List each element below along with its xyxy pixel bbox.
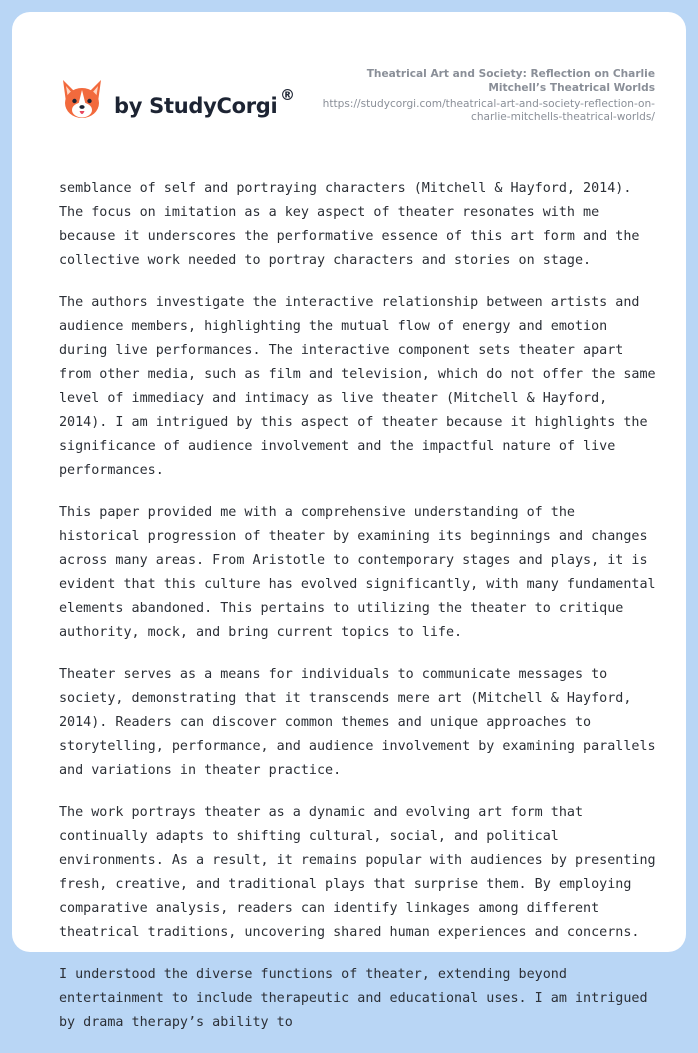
document-url[interactable]: https://studycorgi.com/theatrical-art-and-society-reflection-on-charlie-mitchells-theatrical-worlds/ [322, 98, 655, 123]
document-meta [315, 67, 655, 124]
paragraph: semblance of self and portraying characters (Mitchell & Hayford, 2014). The focus on imitation as a key aspect of theater resonates with me because it underscores the performative essence of this art form and the collective work needed to portray characters and stories on stage. [59, 181, 640, 268]
paragraph: I understood the diverse functions of theater, extending beyond entertainment to include therapeutic and educational uses. I am intrigued by drama therapy’s ability to [59, 967, 648, 1030]
corgi-logo-icon [60, 76, 104, 122]
document-body [59, 177, 659, 1053]
registered-mark: ® [280, 86, 295, 104]
studycorgi-logo[interactable] [60, 76, 340, 126]
paragraph: This paper provided me with a comprehensive understanding of the historical progression of theater by examining its beginnings and changes across many areas. From Aristotle to contemporary stages and plays, it is evident that this culture has evolved significantly, with many fundamental elements abandoned. This pertains to utilizing the theater to critique authority, mock, and bring current topics to life. [59, 505, 656, 640]
page-header [12, 12, 686, 162]
paragraph: The authors investigate the interactive relationship between artists and audience members, highlighting the mutual flow of energy and emotion during live performances. The interactive component sets theater apart from other media, such as film and television, which do not offer the same level of immediacy and intimacy as live theater (Mitchell & Hayford, 2014). I am intrigued by this aspect of theater because it highlights the significance of audience involvement and the impactful nature of live performances. [59, 295, 656, 478]
paragraph: Theater serves as a means for individuals to communicate messages to society, demonstrating that it transcends mere art (Mitchell & Hayford, 2014). Readers can discover common themes and unique approaches to storytelling, performance, and audience involvement by examining parallels and variations in theater practice. [59, 667, 656, 778]
document-page [12, 12, 686, 1030]
brand-name: by StudyCorgi [114, 94, 278, 118]
paragraph: The work portrays theater as a dynamic and evolving art form that continually adapts to shifting cultural, social, and political environments. As a result, it remains popular with audiences by presenting fresh, creative, and traditional plays that surprise them. By employing comparative analysis, readers can identify linkages among different theatrical traditions, uncovering shared human experiences and concerns. [59, 805, 656, 940]
document-title: Theatrical Art and Society: Reflection on Charlie Mitchell’s Theatrical Worlds [366, 68, 655, 94]
